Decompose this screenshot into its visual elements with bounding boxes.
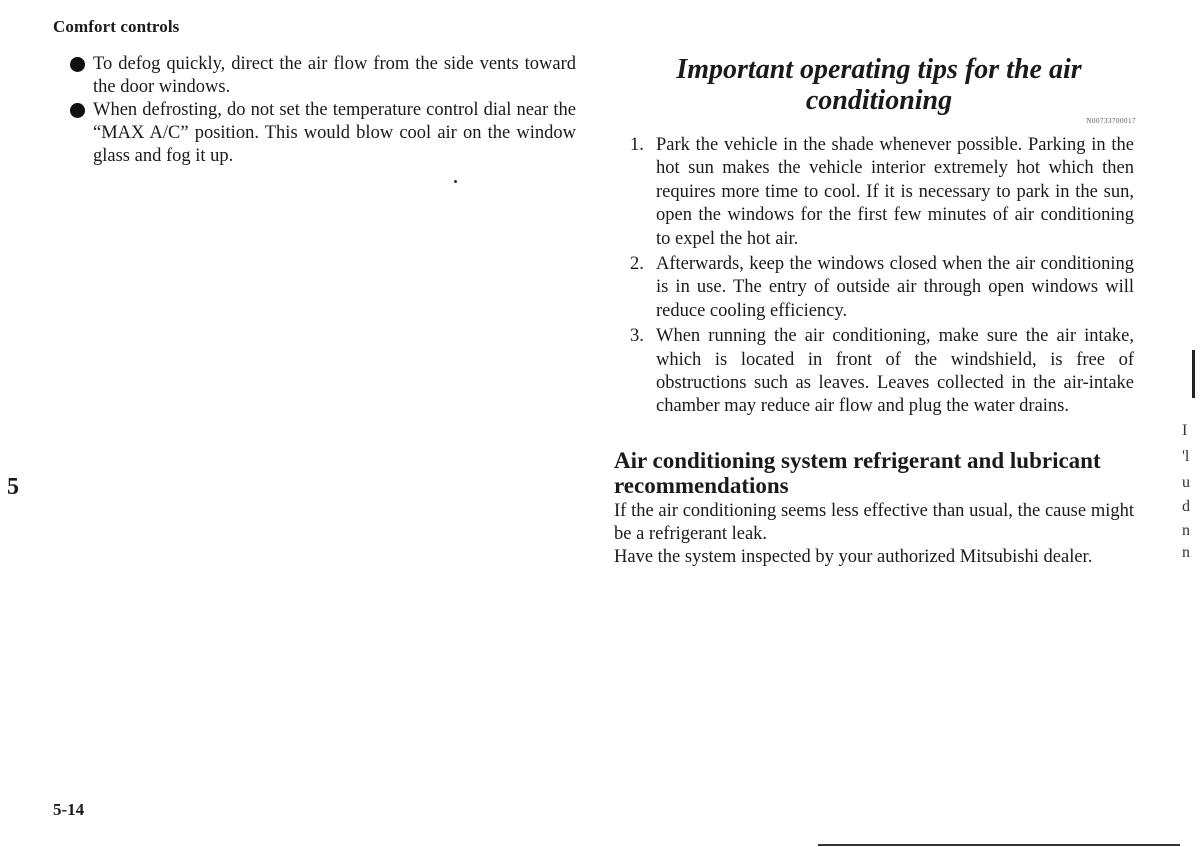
tip-number: 1. [630, 135, 644, 155]
tip-text: Afterwards, keep the windows closed when the air conditioning is in use. The entry of outside air through open windows will reduce cooling efficiency. [656, 254, 1134, 321]
bullet-list [70, 53, 576, 168]
edge-glyph: I [1182, 422, 1188, 439]
edge-glyph: n [1182, 544, 1190, 561]
tip-number: 2. [630, 254, 644, 275]
subsection-title: Air conditioning system refrigerant and lubricant recommendations [614, 448, 1101, 498]
reference-code: N00733700017 [1086, 117, 1136, 125]
page-title: Important operating tips for the air conditioning [676, 54, 1082, 116]
tip-text: Park the vehicle in the shade whenever possible. Parking in the hot sun makes the vehicle interior extremely hot which then requires more time to cool. If it is necessary to park in the sun, open the windows for the first few minutes of air conditioning to expel the hot air. [656, 135, 1134, 249]
bottom-rule [818, 844, 1180, 846]
section-header: Comfort controls [53, 17, 180, 36]
edge-glyph: u [1182, 474, 1190, 491]
list-item [70, 53, 576, 99]
paragraph: Have the system inspected by your authorized Mitsubishi dealer. [614, 547, 1093, 567]
next-page-edge [1180, 350, 1200, 560]
list-item [630, 253, 1134, 323]
bullet-text: To defog quickly, direct the air flow from the side vents toward the door windows. [93, 54, 576, 97]
list-item [70, 99, 576, 168]
page-number: 5-14 [53, 800, 85, 819]
tip-number: 3. [630, 326, 644, 347]
edge-bar [1192, 350, 1195, 398]
paragraph: If the air conditioning seems less effective than usual, the cause might be a refrigerant leak. [614, 501, 1134, 544]
tip-text: When running the air conditioning, make sure the air intake, which is located in front of the windshield, is free of obstructions such as leaves. Leaves collected in the air-intake chamber may reduce air flow and plug the water drains. [656, 326, 1134, 417]
print-speck [454, 180, 457, 183]
bullet-icon [70, 57, 85, 72]
tips-list [630, 134, 1134, 421]
edge-glyph: 'l [1182, 448, 1190, 465]
bullet-icon [70, 103, 85, 118]
bullet-text: When defrosting, do not set the temperature control dial near the “MAX A/C” position. This would blow cool air on the window glass and fog it up. [93, 100, 576, 166]
chapter-tab-number: 5 [7, 474, 19, 500]
list-item [630, 325, 1134, 419]
edge-glyph: d [1182, 498, 1190, 515]
edge-glyph: n [1182, 522, 1190, 539]
list-item [630, 134, 1134, 251]
